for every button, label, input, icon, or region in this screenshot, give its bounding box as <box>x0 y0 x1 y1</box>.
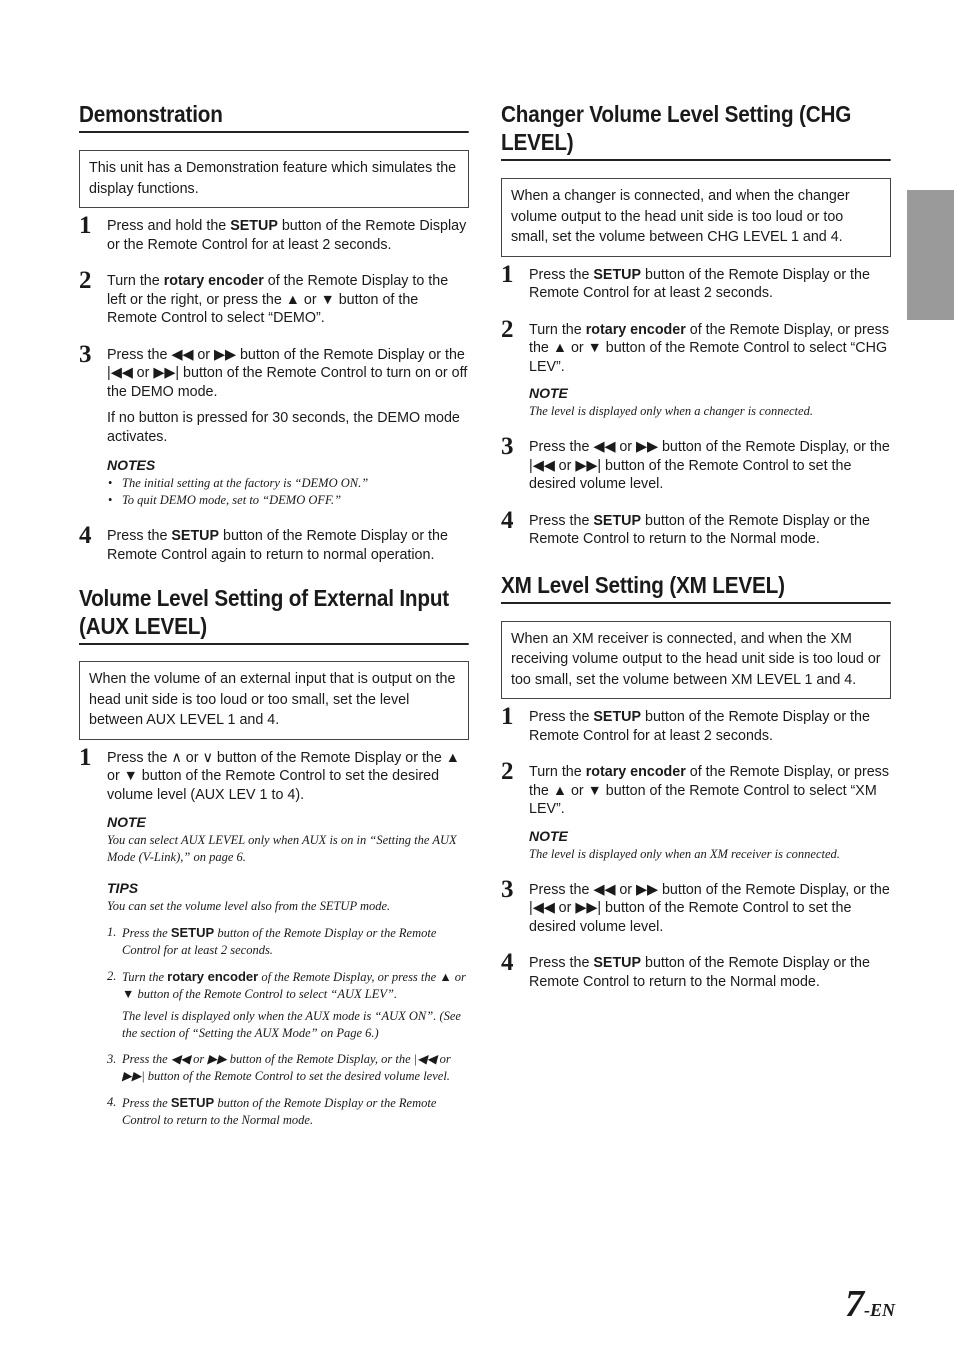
step-number: 2 <box>79 267 92 294</box>
step-number: 1 <box>501 260 514 288</box>
demonstration-intro-box: This unit has a Demonstration feature which simulates the display functions. <box>79 150 469 208</box>
page-number: 7-EN <box>845 1283 895 1325</box>
aux-level-intro-box: When the volume of an external input that is output on the head unit side is too loud or too small, set the level between AUX LEVEL 1 and 4. <box>79 661 469 740</box>
step-number: 1 <box>79 212 92 239</box>
tips-intro: You can set the volume level also from the SETUP mode. <box>107 899 391 913</box>
aux-note-text: You can select AUX LEVEL only when AUX is on in “Setting the AUX Mode (V-Link),” on page 6. <box>107 833 457 864</box>
setup-button-label: SETUP <box>593 512 642 529</box>
notes-heading: NOTES <box>107 457 156 473</box>
tip-item: 3. Press the ◀◀ or ▶▶ button of the Remote Display, or the |◀◀ or ▶▶| button of the Remote Control to set the desired volume level. <box>107 1052 451 1083</box>
chg-step-3: 3 Press the ◀◀ or ▶▶ button of the Remote Display, or the |◀◀ or ▶▶| button of the Remote Control to set the desired volume level. <box>501 433 890 492</box>
note-heading: NOTE <box>107 814 146 830</box>
step-number: 3 <box>79 340 92 368</box>
xm-step-1: 1 Press the SETUP button of the Remote Display or the Remote Control for at least 2 seconds. <box>501 703 870 744</box>
setup-button-label: SETUP <box>230 218 278 234</box>
xm-note-text: The level is displayed only when an XM receiver is connected. <box>529 846 840 861</box>
chg-note-text: The level is displayed only when a changer is connected. <box>529 404 813 418</box>
rotary-encoder-label: rotary encoder <box>585 764 686 780</box>
note-heading: NOTE <box>529 385 568 401</box>
demo-step-4: 4 Press the SETUP button of the Remote Display or the Remote Control again to return to normal operation. <box>79 522 448 563</box>
tip-item: 4. Press the SETUP button of the Remote Display or the Remote Control to return to the Normal mode. <box>107 1095 437 1127</box>
xm-level-intro-box: When an XM receiver is connected, and when the XM receiving volume output to the head unit side is too loud or too small, set the volume between XM LEVEL 1 and 4. <box>501 621 891 700</box>
demo-step-2: 2 Turn the rotary encoder of the Remote Display to the left or the right, or press the ▲ or ▼ button of the Remote Control to select “DEMO”. <box>79 267 449 326</box>
demo-timeout-text: If no button is pressed for 30 seconds, the DEMO mode activates. <box>107 410 460 445</box>
chg-step-1: 1 Press the SETUP button of the Remote Display or the Remote Control for at least 2 seconds. <box>501 260 870 301</box>
chg-level-heading: Changer Volume Level Setting (CHG LEVEL) <box>501 100 891 161</box>
step-number: 2 <box>501 758 514 785</box>
setup-button-label: SETUP <box>170 1095 215 1110</box>
rotary-encoder-label: rotary encoder <box>585 321 686 338</box>
setup-button-label: SETUP <box>170 925 215 940</box>
step-number: 4 <box>501 506 514 534</box>
demo-step-3: 3 Press the ◀◀ or ▶▶ button of the Remote Display or the |◀◀ or ▶▶| button of the Remote Control to turn on or off the DEMO mode. If no button is pressed for 30 seconds, the DEMO mode activates. <box>79 340 468 445</box>
chg-step-2: 2 Turn the rotary encoder of the Remote Display, or press the ▲ or ▼ button of the Remote Control to select “CHG LEV”. <box>501 315 889 375</box>
step-number: 2 <box>501 315 514 343</box>
tip-item: 1. Press the SETUP button of the Remote Display or the Remote Control for at least 2 seconds. <box>107 925 437 957</box>
aux-level-heading: Volume Level Setting of External Input (AUX LEVEL) <box>79 584 469 645</box>
step-number: 1 <box>79 743 92 771</box>
setup-button-label: SETUP <box>171 528 220 544</box>
setup-button-label: SETUP <box>593 955 642 971</box>
chg-level-intro-box: When a changer is connected, and when the changer volume output to the head unit side is too loud or too small, set the volume between CHG LEVEL 1 and 4. <box>501 178 891 257</box>
note-item: • The initial setting at the factory is “DEMO ON.” <box>107 475 469 492</box>
setup-button-label: SETUP <box>593 709 642 725</box>
xm-level-heading: XM Level Setting (XM LEVEL) <box>501 571 891 604</box>
xm-step-4: 4 Press the SETUP button of the Remote Display or the Remote Control to return to the Normal mode. <box>501 949 870 990</box>
chg-level-section <box>501 100 891 549</box>
demo-step-1: 1 Press and hold the SETUP button of the Remote Display or the Remote Control for at least 2 seconds. <box>79 212 467 253</box>
tip-item: 2. Turn the rotary encoder of the Remote Display, or press the ▲ or ▼ button of the Remote Control to select “AUX LEV”. The level is displayed only when the AUX mode is “AUX ON”. (See the section of “Setting the AUX Mode” on Page 6.) <box>107 969 466 1040</box>
tips-list <box>107 924 469 1129</box>
xm-step-2: 2 Turn the rotary encoder of the Remote Display, or press the ▲ or ▼ button of the Remote Control to select “XM LEV”. <box>501 758 889 817</box>
step-number: 1 <box>501 703 514 730</box>
demonstration-heading: Demonstration <box>79 100 469 133</box>
left-column <box>79 100 469 1138</box>
rotary-encoder-label: rotary encoder <box>163 273 264 289</box>
note-heading: NOTE <box>529 827 568 844</box>
xm-step-3: 3 Press the ◀◀ or ▶▶ button of the Remote Display, or the |◀◀ or ▶▶| button of the Remote Control to set the desired volume level. <box>501 875 890 935</box>
right-column <box>501 100 891 991</box>
xm-level-section <box>501 571 891 992</box>
aux-step-1: 1 Press the ∧ or ∨ button of the Remote Display or the ▲ or ▼ button of the Remote Control to set the desired volume level (AUX LEV 1 to 4). <box>79 743 460 803</box>
step-number: 3 <box>501 875 514 903</box>
tips-heading: TIPS <box>107 880 139 896</box>
step-number: 3 <box>501 433 514 460</box>
demonstration-section <box>79 100 469 564</box>
note-item: • To quit DEMO mode, set to “DEMO OFF.” <box>107 492 469 509</box>
notes-list <box>107 475 469 508</box>
chg-step-4: 4 Press the SETUP button of the Remote Display or the Remote Control to return to the Normal mode. <box>501 506 870 547</box>
step-number: 4 <box>501 949 514 976</box>
section-tab <box>907 190 954 320</box>
rotary-encoder-label: rotary encoder <box>167 969 259 984</box>
step-number: 4 <box>79 522 92 549</box>
setup-button-label: SETUP <box>593 266 642 283</box>
aux-level-section <box>79 584 469 1129</box>
